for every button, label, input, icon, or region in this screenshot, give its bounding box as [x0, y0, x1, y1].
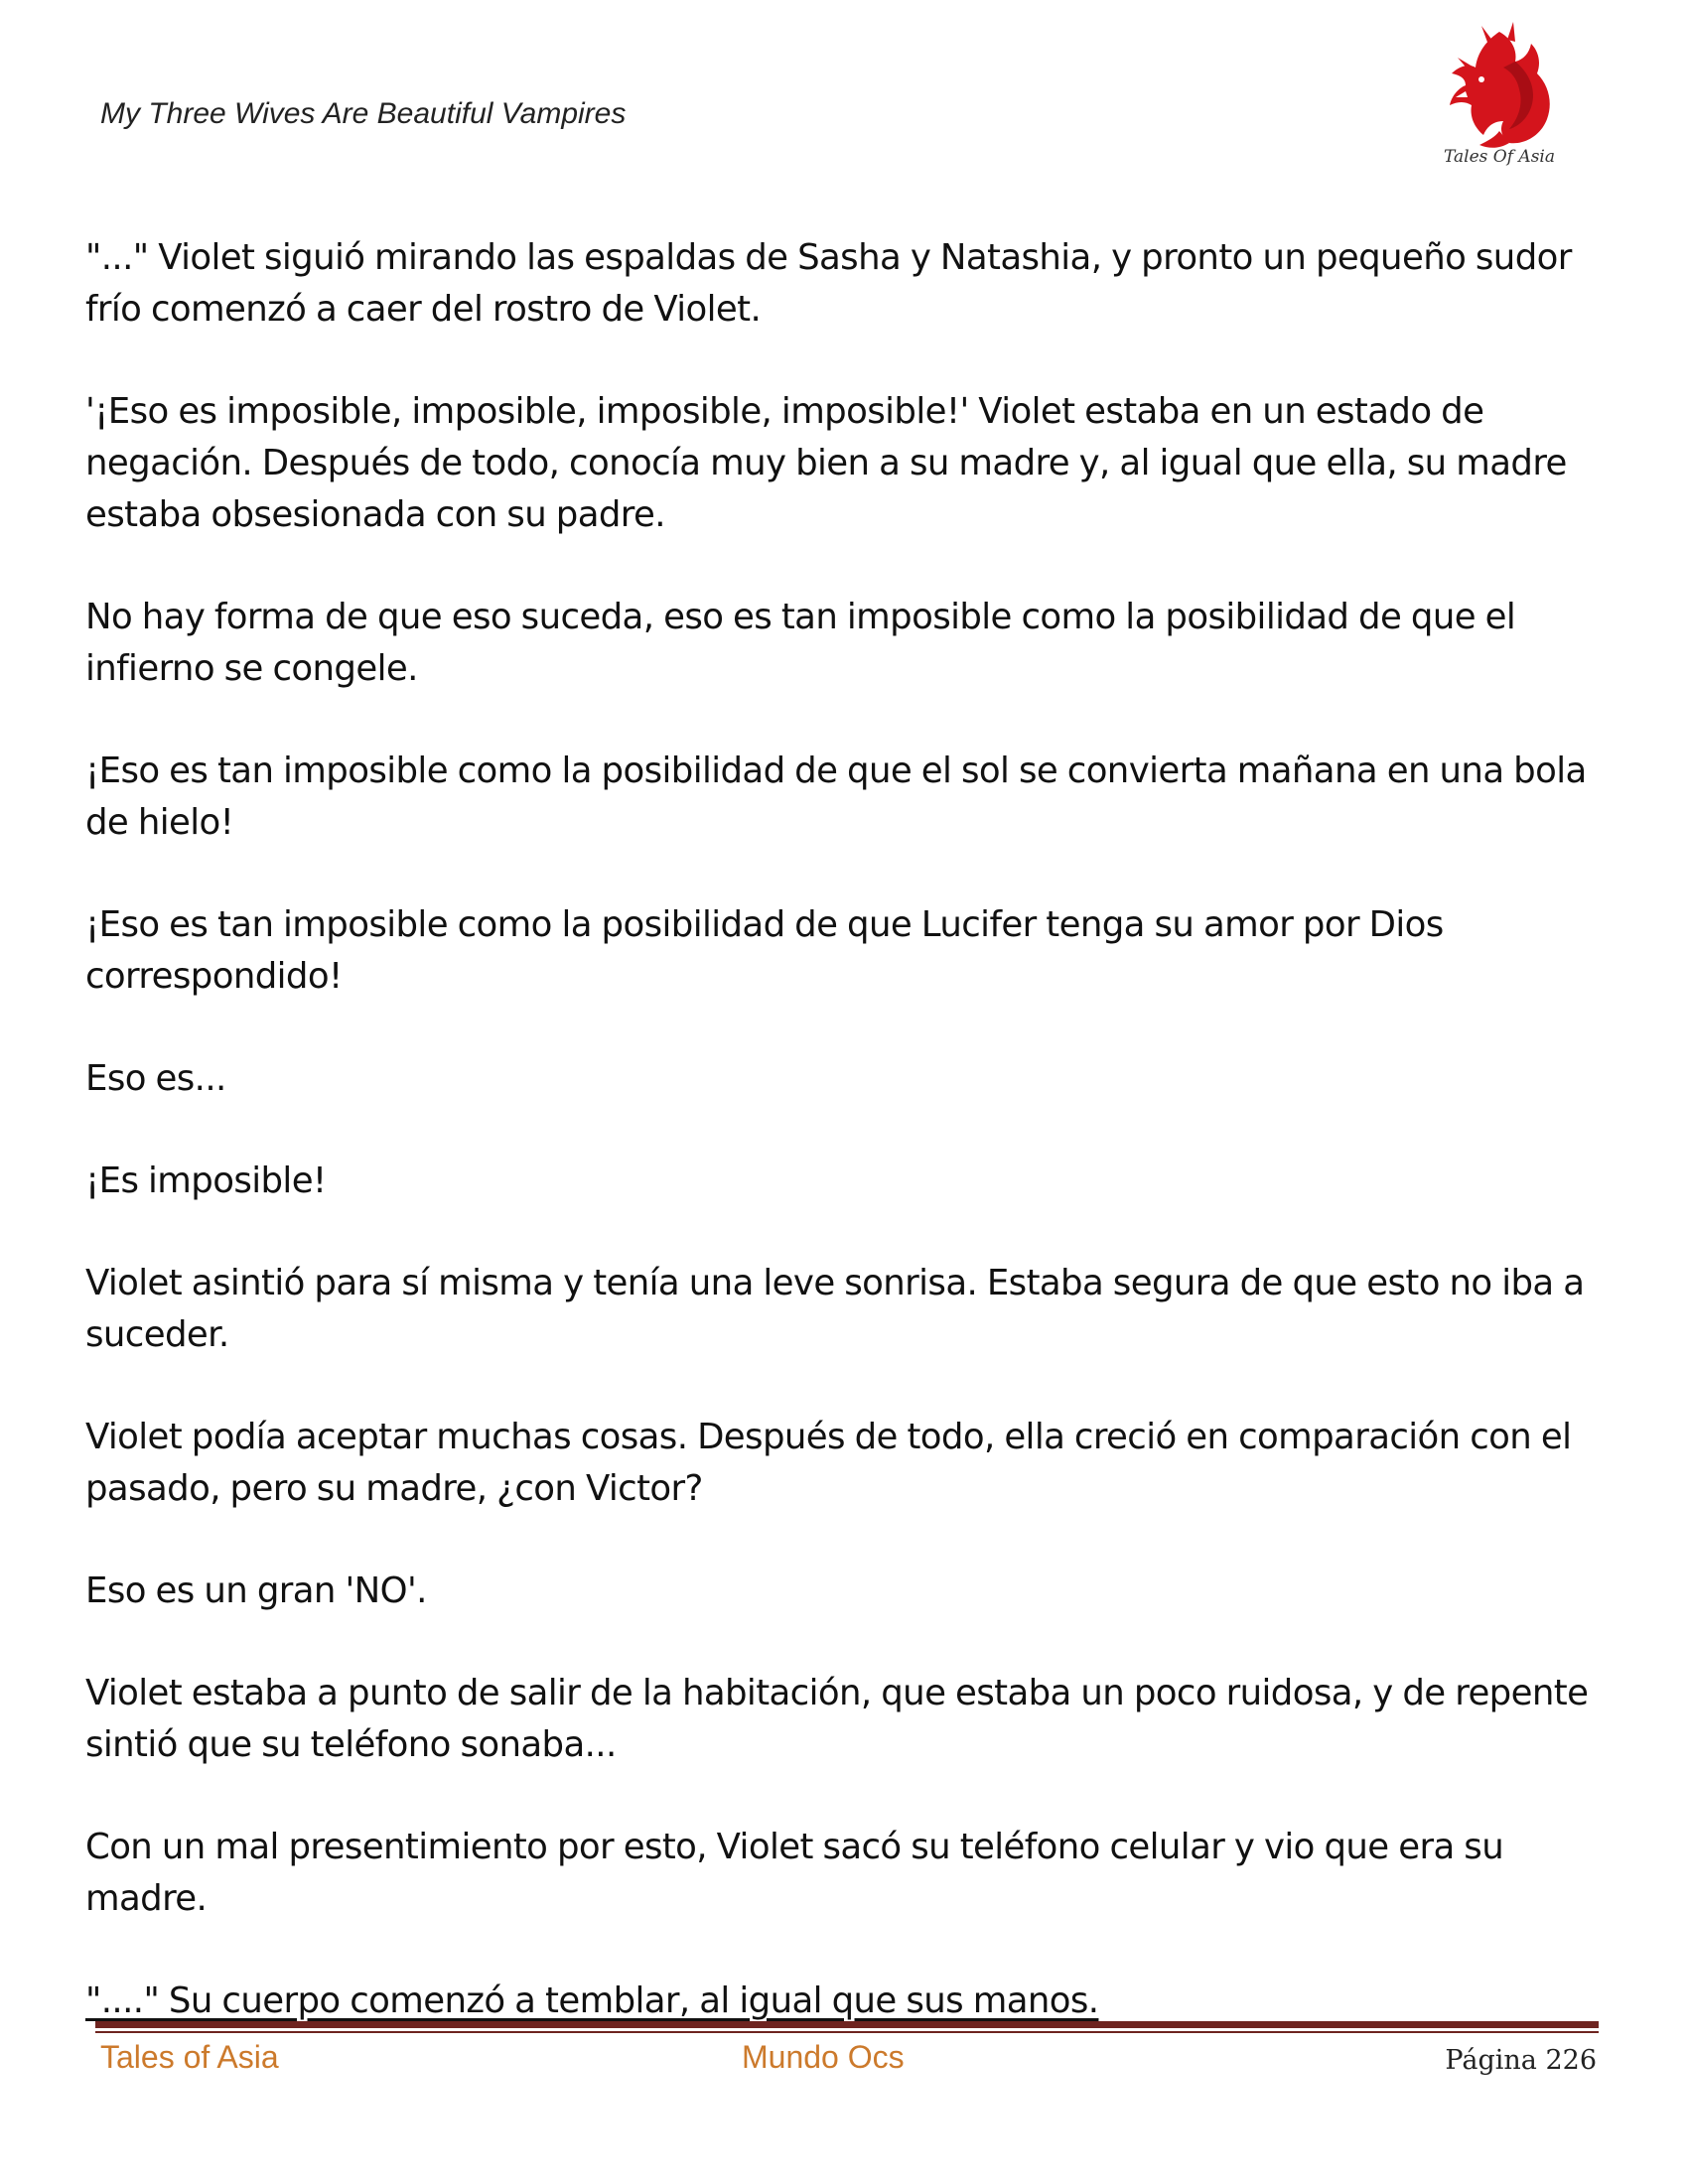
book-title: My Three Wives Are Beautiful Vampires	[100, 97, 627, 130]
paragraph: ¡Eso es tan imposible como la posibilidad de que el sol se convierta mañana en una bola de hielo!	[85, 751, 1587, 843]
footer-site-name: Tales of Asia	[100, 2039, 279, 2075]
paragraph: "...." Su cuerpo comenzó a temblar, al igual que sus manos.	[85, 1980, 1099, 2021]
paragraph: "..." Violet siguió mirando las espaldas de Sasha y Natashia, y pronto un pequeño sudor frío comenzó a caer del rostro de Violet.	[85, 237, 1572, 330]
paragraph: '¡Eso es imposible, imposible, imposible, imposible!' Violet estaba en un estado de negación. Después de todo, conocía muy bien a su madre y, al igual que ella, su madre estaba obsesionada con su padre.	[85, 391, 1567, 535]
paragraph: Violet asintió para sí misma y tenía una leve sonrisa. Estaba segura de que esto no iba a suceder.	[85, 1263, 1585, 1355]
paragraph: Eso es un gran 'NO'.	[85, 1570, 427, 1611]
logo-text: Tales Of Asia	[1444, 147, 1555, 167]
paragraph: ¡Es imposible!	[85, 1160, 327, 1201]
paragraph: ¡Eso es tan imposible como la posibilidad de que Lucifer tenga su amor por Dios correspondido!	[85, 904, 1444, 997]
footer-section-name: Mundo Ocs	[742, 2039, 905, 2075]
footer-divider	[95, 2021, 1599, 2033]
paragraph: Violet estaba a punto de salir de la habitación, que estaba un poco ruidosa, y de repente sintió que su teléfono sonaba...	[85, 1673, 1589, 1765]
tales-of-asia-logo	[1430, 18, 1569, 182]
paragraph: Con un mal presentimiento por esto, Violet sacó su teléfono celular y vio que era su madre.	[85, 1827, 1504, 1919]
page-number: Página 226	[1445, 2045, 1597, 2076]
paragraph: Violet podía aceptar muchas cosas. Después de todo, ella creció en comparación con el pasado, pero su madre, ¿con Victor?	[85, 1417, 1572, 1509]
paragraph: No hay forma de que eso suceda, eso es tan imposible como la posibilidad de que el infierno se congele.	[85, 597, 1516, 689]
chapter-text	[85, 232, 1605, 2027]
paragraph: Eso es...	[85, 1058, 226, 1099]
